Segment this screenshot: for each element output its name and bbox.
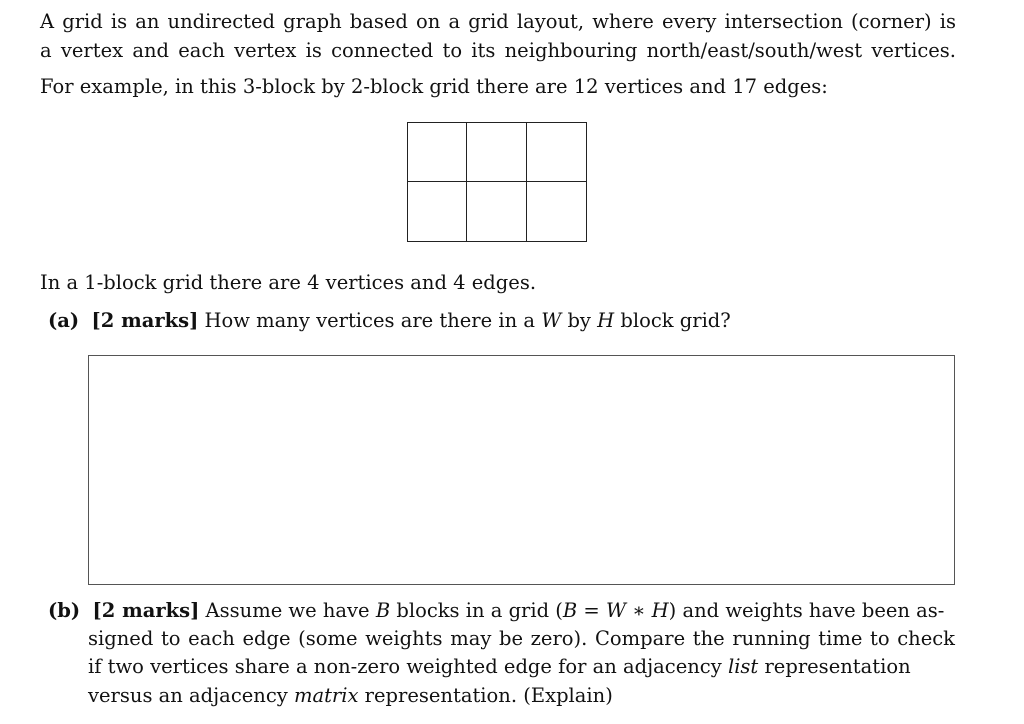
part-b-marks: [2 marks]: [92, 599, 200, 622]
part-b-text: representation: [758, 655, 911, 678]
intro-line-1: A grid is an undirected graph based on a grid layout, where every intersection (corner) is: [40, 10, 956, 33]
part-b-line-1: [48, 599, 944, 623]
var-h: H: [597, 309, 615, 332]
part-a-text: by: [561, 309, 598, 332]
var-w: W: [541, 309, 562, 332]
part-b-text: versus an adjacency: [88, 684, 294, 707]
grid-cell: [467, 182, 526, 241]
part-b-text: if two vertices share a non-zero weighted edge for an adjacency: [88, 655, 728, 678]
grid-cell: [527, 123, 586, 182]
example-grid-3x2: [407, 122, 587, 242]
one-block-note: In a 1-block grid there are 4 vertices and 4 edges.: [40, 271, 537, 294]
part-a-question: [48, 309, 731, 333]
grid-cell: [527, 182, 586, 241]
grid-cell: [408, 123, 467, 182]
part-b-line-3: [88, 655, 911, 679]
grid-cell: [467, 123, 526, 182]
part-a-text: How many vertices are there in a: [204, 309, 542, 332]
part-a-answer-box[interactable]: [88, 355, 955, 585]
part-b-line-2: signed to each edge (some weights may be zero). Compare the running time to check: [88, 627, 955, 650]
part-b-text: Assume we have: [205, 599, 376, 622]
part-b-label: (b): [48, 599, 81, 622]
part-a-marks: [2 marks]: [91, 309, 199, 332]
intro-line-3: For example, in this 3-block by 2-block grid there are 12 vertices and 17 edges:: [40, 75, 828, 98]
var-b: B: [375, 599, 391, 622]
part-a-label: (a): [48, 309, 80, 332]
intro-line-2: a vertex and each vertex is connected to its neighbouring north/east/south/west vertices.: [40, 39, 956, 62]
part-b-text: blocks in a grid (: [390, 599, 563, 622]
grid-cell: [408, 182, 467, 241]
emph-list: list: [727, 655, 759, 678]
part-b-text: representation. (Explain): [358, 684, 613, 707]
equation: B = W ∗ H: [562, 599, 669, 622]
part-a-text: block grid?: [614, 309, 731, 332]
part-b-text: ) and weights have been as-: [668, 599, 945, 622]
part-b-line-4: [88, 684, 613, 708]
emph-matrix: matrix: [293, 684, 359, 707]
